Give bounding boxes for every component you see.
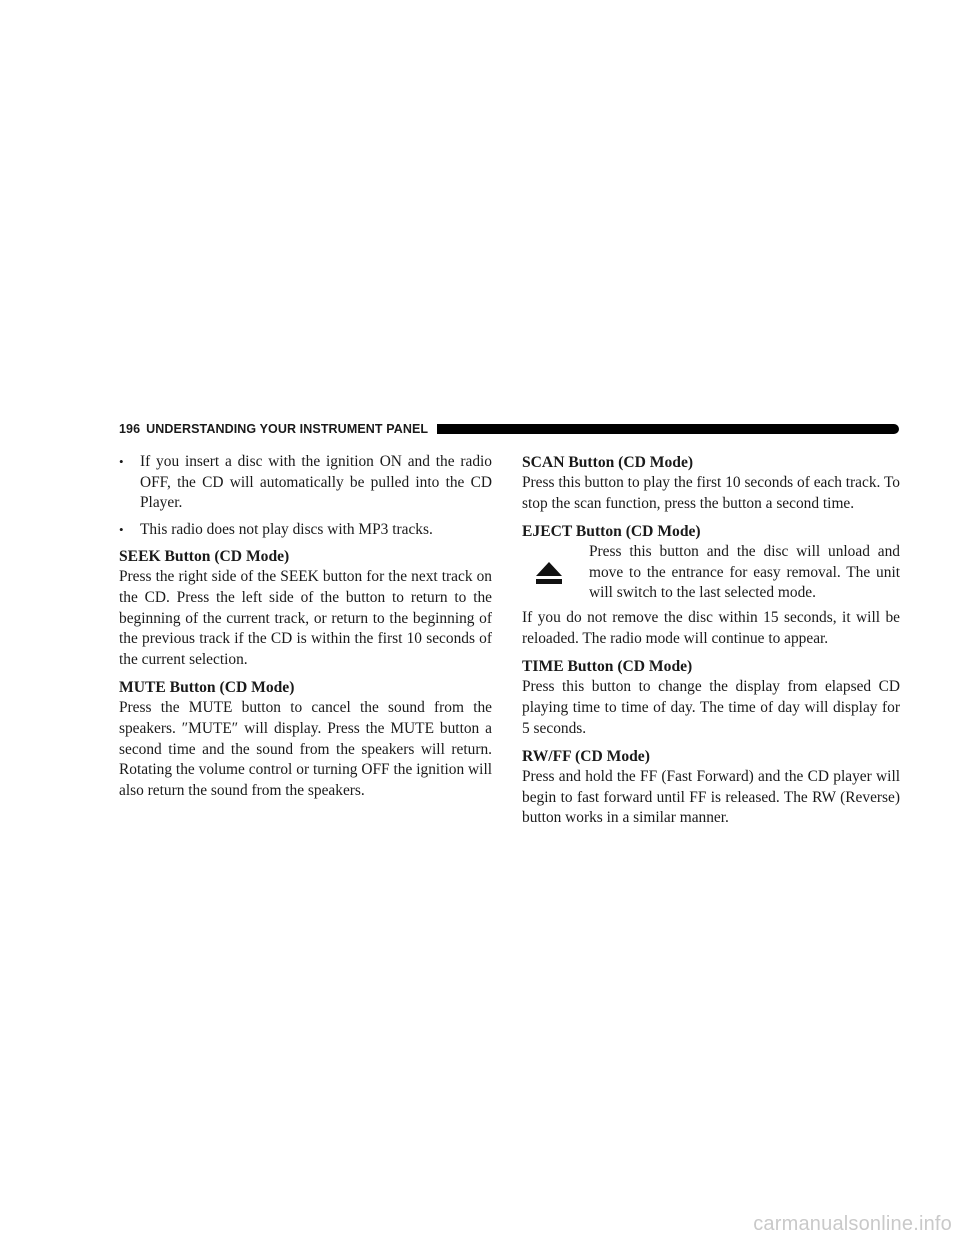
section-title: UNDERSTANDING YOUR INSTRUMENT PANEL (146, 422, 429, 436)
scan-heading: SCAN Button (CD Mode) (522, 454, 694, 471)
left-column (119, 452, 492, 808)
header-rule (437, 424, 899, 434)
watermark: carmanualsonline.info (753, 1213, 952, 1235)
bullet-item (119, 452, 492, 514)
eject-block (522, 542, 900, 604)
time-text: Press this button to change the display from elapsed CD playing time to time of day. The time of day will display for 5 seconds. (522, 678, 900, 737)
bullet-dot-icon: • (119, 454, 124, 469)
mute-heading: MUTE Button (CD Mode) (119, 679, 295, 697)
time-heading: TIME Button (CD Mode) (522, 658, 693, 676)
rwff-text: Press and hold the FF (Fast Forward) and the CD player will begin to fast forward until FF is released. The RW (Reverse) button works in a similar manner. (522, 768, 900, 827)
bullet-text: This radio does not play discs with MP3 tracks. (140, 520, 433, 538)
page-header (119, 420, 899, 438)
rwff-heading: RW/FF (CD Mode) (522, 748, 650, 766)
right-column (522, 452, 900, 836)
bullet-dot-icon: • (119, 521, 124, 537)
eject-heading: EJECT Button (CD Mode) (522, 523, 701, 541)
header-text (119, 421, 428, 437)
eject-icon (536, 562, 562, 584)
eject-followup-text: If you do not remove the disc within 15 seconds, it will be reloaded. The radio mode will continue to appear. (522, 609, 900, 647)
scan-text: Press this button to play the first 10 seconds of each track. To stop the scan function, press the button a second time. (522, 474, 900, 512)
bullet-text: If you insert a disc with the ignition ON and the radio OFF, the CD will automatically be pulled into the CD Player. (140, 453, 492, 512)
seek-heading: SEEK Button (CD Mode) (119, 548, 290, 566)
eject-text: Press this button and the disc will unload and move to the entrance for easy removal. The unit will switch to the last selected mode. (589, 543, 900, 602)
page-number: 196 (119, 422, 141, 436)
seek-text: Press the right side of the SEEK button for the next track on the CD. Press the left side of the button to return to the beginning of the current track, or return to the beginning of the previous track if the CD is within the first 10 seconds of the current selection. (119, 568, 492, 668)
bullet-item (119, 520, 492, 541)
mute-text: Press the MUTE button to cancel the sound from the speakers. ″MUTE″ will display. Press the MUTE button a second time and the sound from the speakers will return. Rotating the volume control or turning OFF the ignition will also return the sound from the speakers. (119, 699, 492, 799)
